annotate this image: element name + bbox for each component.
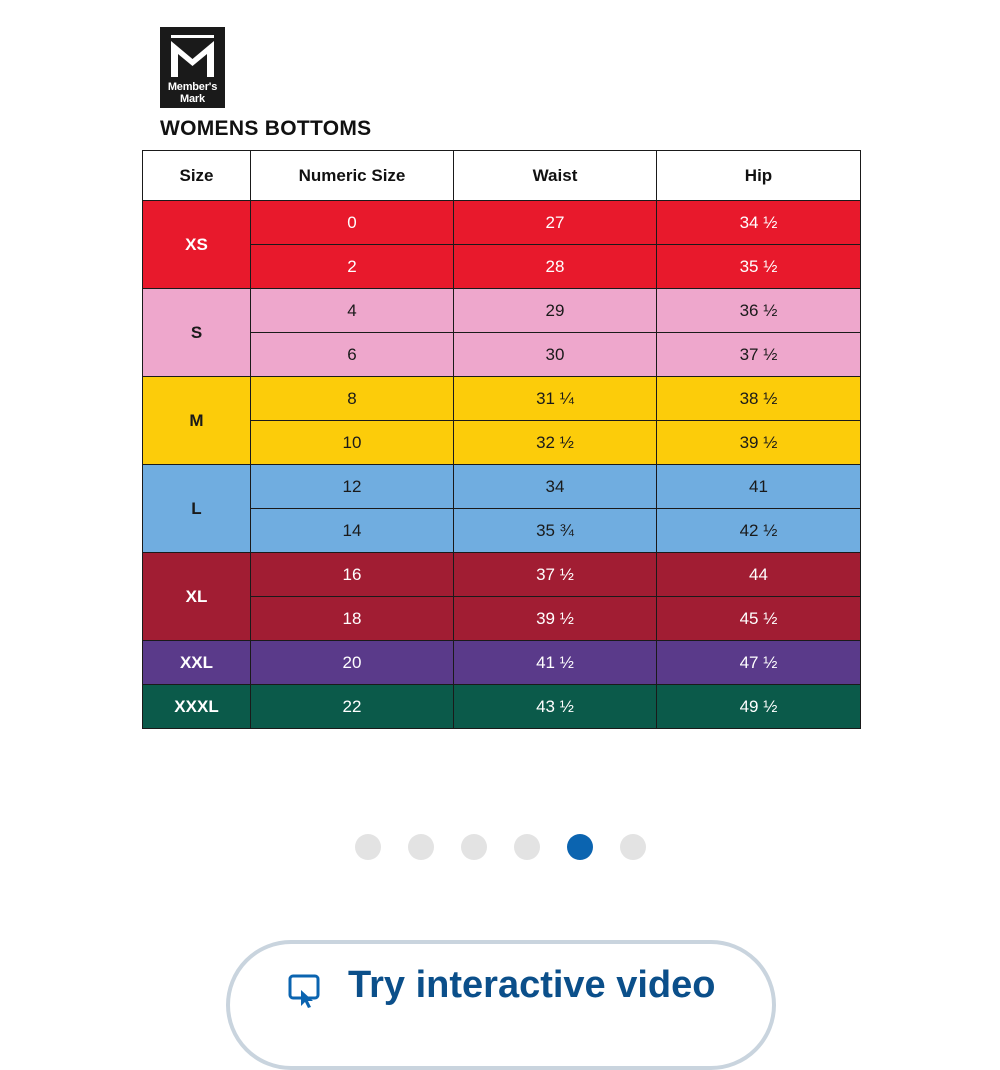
carousel-dot[interactable]	[514, 834, 540, 860]
table-row	[143, 377, 861, 421]
carousel-dot[interactable]	[408, 834, 434, 860]
numeric-size-cell: 18	[251, 597, 454, 641]
hip-cell: 36 ½	[657, 289, 861, 333]
header-row	[143, 151, 861, 201]
waist-cell: 27	[454, 201, 657, 245]
size-label-cell: S	[143, 289, 251, 377]
table-row	[143, 465, 861, 509]
carousel-pagination	[0, 834, 1000, 860]
table-row	[143, 289, 861, 333]
interactive-video-icon	[288, 974, 324, 1015]
numeric-size-cell: 14	[251, 509, 454, 553]
hip-cell: 45 ½	[657, 597, 861, 641]
size-label-cell: XL	[143, 553, 251, 641]
hip-cell: 47 ½	[657, 641, 861, 685]
table-row	[143, 421, 861, 465]
hip-cell: 34 ½	[657, 201, 861, 245]
waist-cell: 29	[454, 289, 657, 333]
header-hip: Hip	[657, 151, 861, 201]
table-row	[143, 685, 861, 729]
logo-text-line1: Member's	[167, 81, 218, 93]
header-waist: Waist	[454, 151, 657, 201]
size-label-cell: XXXL	[143, 685, 251, 729]
size-chart-body	[143, 201, 861, 729]
waist-cell: 35 ¾	[454, 509, 657, 553]
size-label-cell: L	[143, 465, 251, 553]
hip-cell: 42 ½	[657, 509, 861, 553]
numeric-size-cell: 0	[251, 201, 454, 245]
header-numeric-size: Numeric Size	[251, 151, 454, 201]
waist-cell: 43 ½	[454, 685, 657, 729]
numeric-size-cell: 4	[251, 289, 454, 333]
table-row	[143, 245, 861, 289]
size-label-cell: XXL	[143, 641, 251, 685]
waist-cell: 37 ½	[454, 553, 657, 597]
numeric-size-cell: 12	[251, 465, 454, 509]
m-logo-mark	[169, 35, 216, 79]
header-size: Size	[143, 151, 251, 201]
hip-cell: 41	[657, 465, 861, 509]
waist-cell: 31 ¼	[454, 377, 657, 421]
chart-heading: WOMENS BOTTOMS	[160, 117, 372, 140]
hip-cell: 35 ½	[657, 245, 861, 289]
hip-cell: 39 ½	[657, 421, 861, 465]
numeric-size-cell: 2	[251, 245, 454, 289]
logo-text-line2: Mark	[180, 93, 205, 105]
carousel-dot[interactable]	[567, 834, 593, 860]
table-row	[143, 333, 861, 377]
hip-cell: 37 ½	[657, 333, 861, 377]
table-row	[143, 509, 861, 553]
size-label-cell: XS	[143, 201, 251, 289]
carousel-dot[interactable]	[620, 834, 646, 860]
numeric-size-cell: 16	[251, 553, 454, 597]
hip-cell: 44	[657, 553, 861, 597]
waist-cell: 30	[454, 333, 657, 377]
table-row	[143, 597, 861, 641]
carousel-dot[interactable]	[355, 834, 381, 860]
try-interactive-video-button[interactable]	[226, 940, 776, 1070]
numeric-size-cell: 20	[251, 641, 454, 685]
size-label-cell: M	[143, 377, 251, 465]
numeric-size-cell: 6	[251, 333, 454, 377]
numeric-size-cell: 8	[251, 377, 454, 421]
table-row	[143, 641, 861, 685]
numeric-size-cell: 10	[251, 421, 454, 465]
waist-cell: 28	[454, 245, 657, 289]
table-row	[143, 201, 861, 245]
waist-cell: 34	[454, 465, 657, 509]
size-chart-header	[143, 151, 861, 201]
hip-cell: 38 ½	[657, 377, 861, 421]
logo-text	[160, 81, 225, 105]
hip-cell: 49 ½	[657, 685, 861, 729]
try-interactive-video-label: Try interactive video	[348, 964, 716, 1006]
waist-cell: 39 ½	[454, 597, 657, 641]
carousel-dot[interactable]	[461, 834, 487, 860]
numeric-size-cell: 22	[251, 685, 454, 729]
size-chart-table	[142, 150, 861, 729]
members-mark-logo	[160, 27, 225, 108]
waist-cell: 41 ½	[454, 641, 657, 685]
waist-cell: 32 ½	[454, 421, 657, 465]
table-row	[143, 553, 861, 597]
